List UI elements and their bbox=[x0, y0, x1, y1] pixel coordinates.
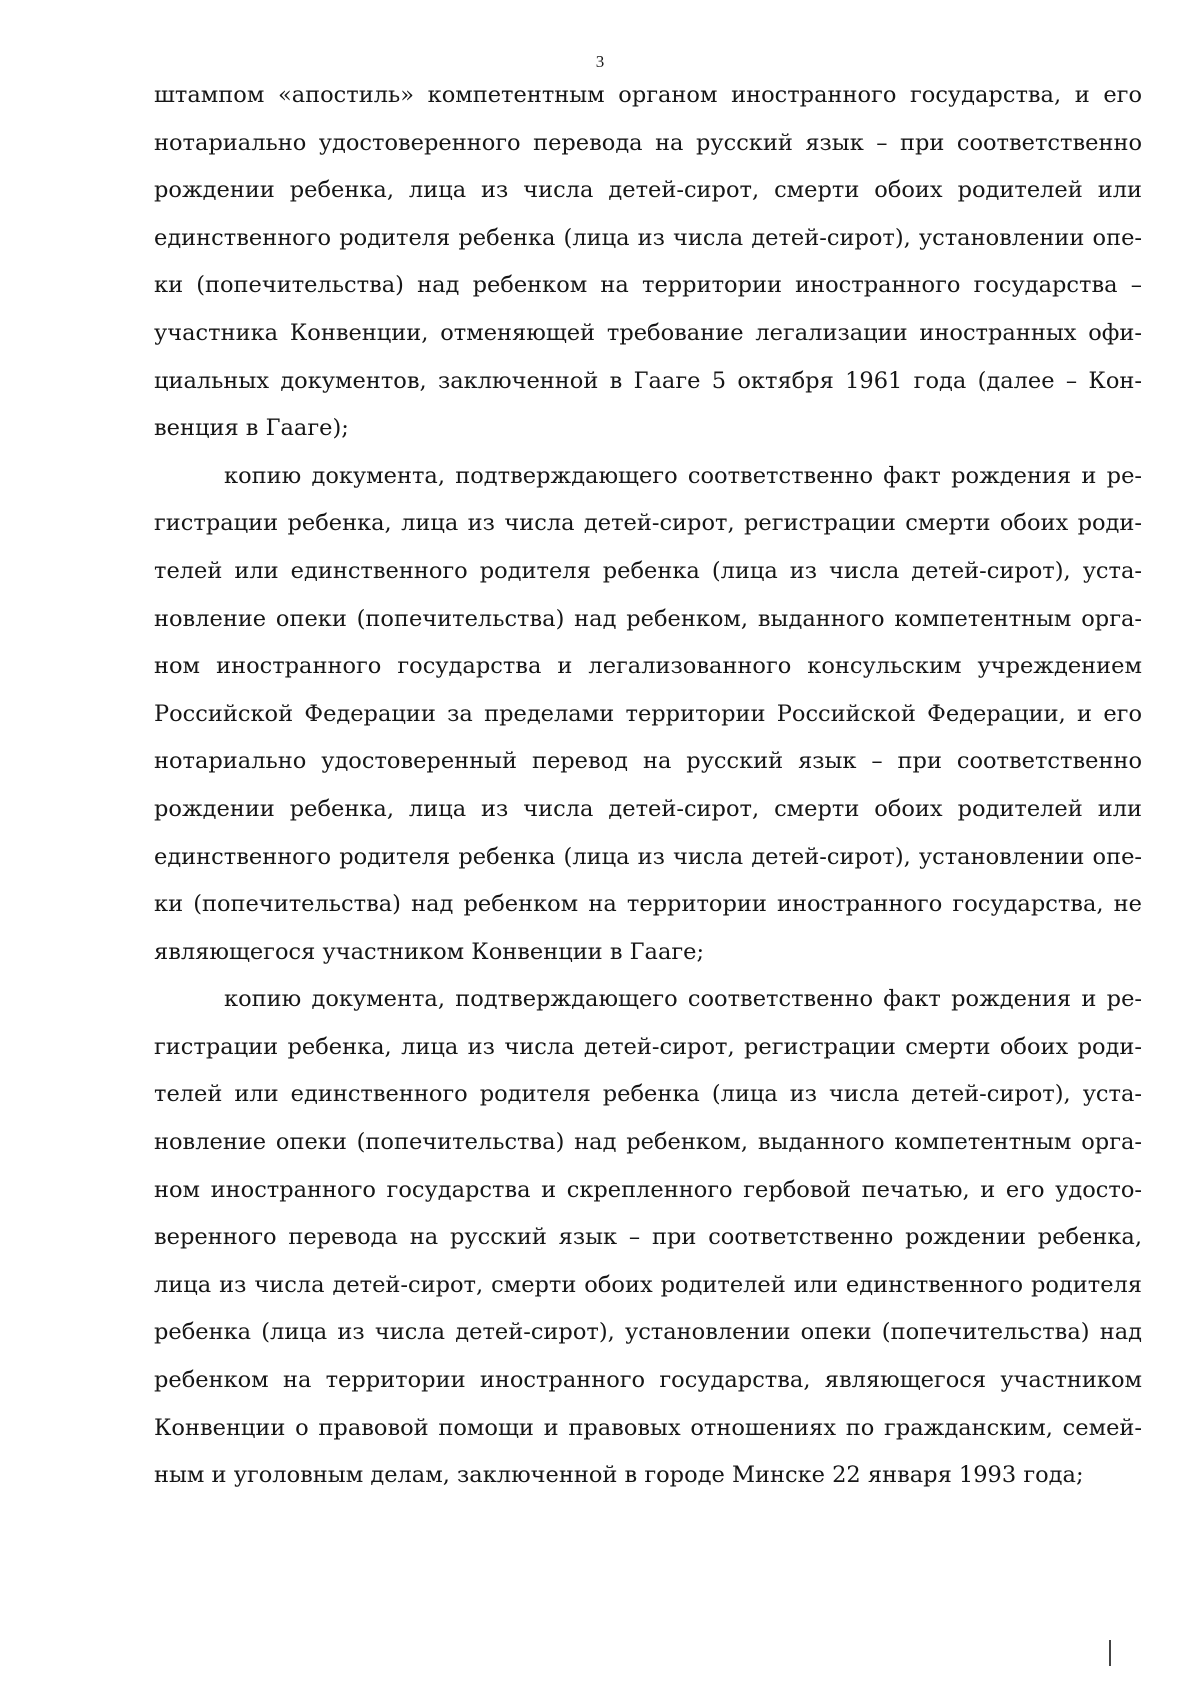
scan-mark bbox=[1109, 1640, 1111, 1666]
text-line: Российской Федерации за пределами территории Российской Федерации, и его bbox=[154, 700, 1142, 727]
text-line: являющегося участником Конвенции в Гааге; bbox=[154, 938, 705, 965]
text-line: ном иностранного государства и скрепленного гербовой печатью, и его удосто- bbox=[154, 1176, 1142, 1203]
text-line: копию документа, подтверждающего соответственно факт рождения и ре- bbox=[224, 986, 1142, 1013]
text-line: гистрации ребенка, лица из числа детей-сирот, регистрации смерти обоих роди- bbox=[154, 510, 1142, 537]
text-line: ребенком на территории иностранного государства, являющегося участником bbox=[154, 1367, 1142, 1394]
text-line: телей или единственного родителя ребенка (лица из числа детей-сирот), уста- bbox=[154, 557, 1142, 584]
text-line: ки (попечительства) над ребенком на территории иностранного государства, не bbox=[154, 891, 1142, 918]
text-line: ки (попечительства) над ребенком на территории иностранного государства – bbox=[154, 272, 1142, 299]
text-line: копию документа, подтверждающего соответственно факт рождения и ре- bbox=[224, 462, 1142, 489]
paragraph bbox=[154, 72, 1142, 453]
text-line: ным и уголовным делам, заключенной в городе Минске 22 января 1993 года; bbox=[154, 1462, 1084, 1489]
text-line: новление опеки (попечительства) над ребенком, выданного компетентным орга- bbox=[154, 605, 1142, 632]
text-line: нотариально удостоверенного перевода на русский язык – при соответственно bbox=[154, 129, 1142, 156]
text-line: ном иностранного государства и легализованного консульским учреждением bbox=[154, 653, 1142, 680]
text-line: лица из числа детей-сирот, смерти обоих родителей или единственного родителя bbox=[154, 1271, 1142, 1298]
text-line: штампом «апостиль» компетентным органом иностранного государства, и его bbox=[154, 82, 1142, 108]
text-line: циальных документов, заключенной в Гааге 5 октября 1961 года (далее – Кон- bbox=[154, 367, 1142, 394]
text-line: телей или единственного родителя ребенка (лица из числа детей-сирот), уста- bbox=[154, 1081, 1142, 1108]
text-line: веренного перевода на русский язык – при соответственно рождении ребенка, bbox=[154, 1224, 1142, 1251]
text-line: рождении ребенка, лица из числа детей-сирот, смерти обоих родителей или bbox=[154, 795, 1142, 822]
text-line: участника Конвенции, отменяющей требование легализации иностранных офи- bbox=[154, 319, 1142, 346]
text-line: Конвенции о правовой помощи и правовых отношениях по гражданским, семей- bbox=[154, 1414, 1142, 1441]
text-line: рождении ребенка, лица из числа детей-сирот, смерти обоих родителей или bbox=[154, 177, 1142, 204]
text-line: единственного родителя ребенка (лица из числа детей-сирот), установлении опе- bbox=[154, 224, 1142, 251]
text-line: новление опеки (попечительства) над ребенком, выданного компетентным орга- bbox=[154, 1129, 1142, 1156]
text-line: единственного родителя ребенка (лица из числа детей-сирот), установлении опе- bbox=[154, 843, 1142, 870]
text-line: нотариально удостоверенный перевод на русский язык – при соответственно bbox=[154, 748, 1142, 775]
text-line: гистрации ребенка, лица из числа детей-сирот, регистрации смерти обоих роди- bbox=[154, 1033, 1142, 1060]
document-body bbox=[154, 72, 1142, 1500]
text-line: венция в Гааге); bbox=[154, 415, 349, 442]
page-number: 3 bbox=[595, 52, 605, 71]
text-line: ребенка (лица из числа детей-сирот), установлении опеки (попечительства) над bbox=[154, 1319, 1142, 1346]
paragraph bbox=[154, 453, 1142, 977]
paragraph bbox=[154, 976, 1142, 1500]
